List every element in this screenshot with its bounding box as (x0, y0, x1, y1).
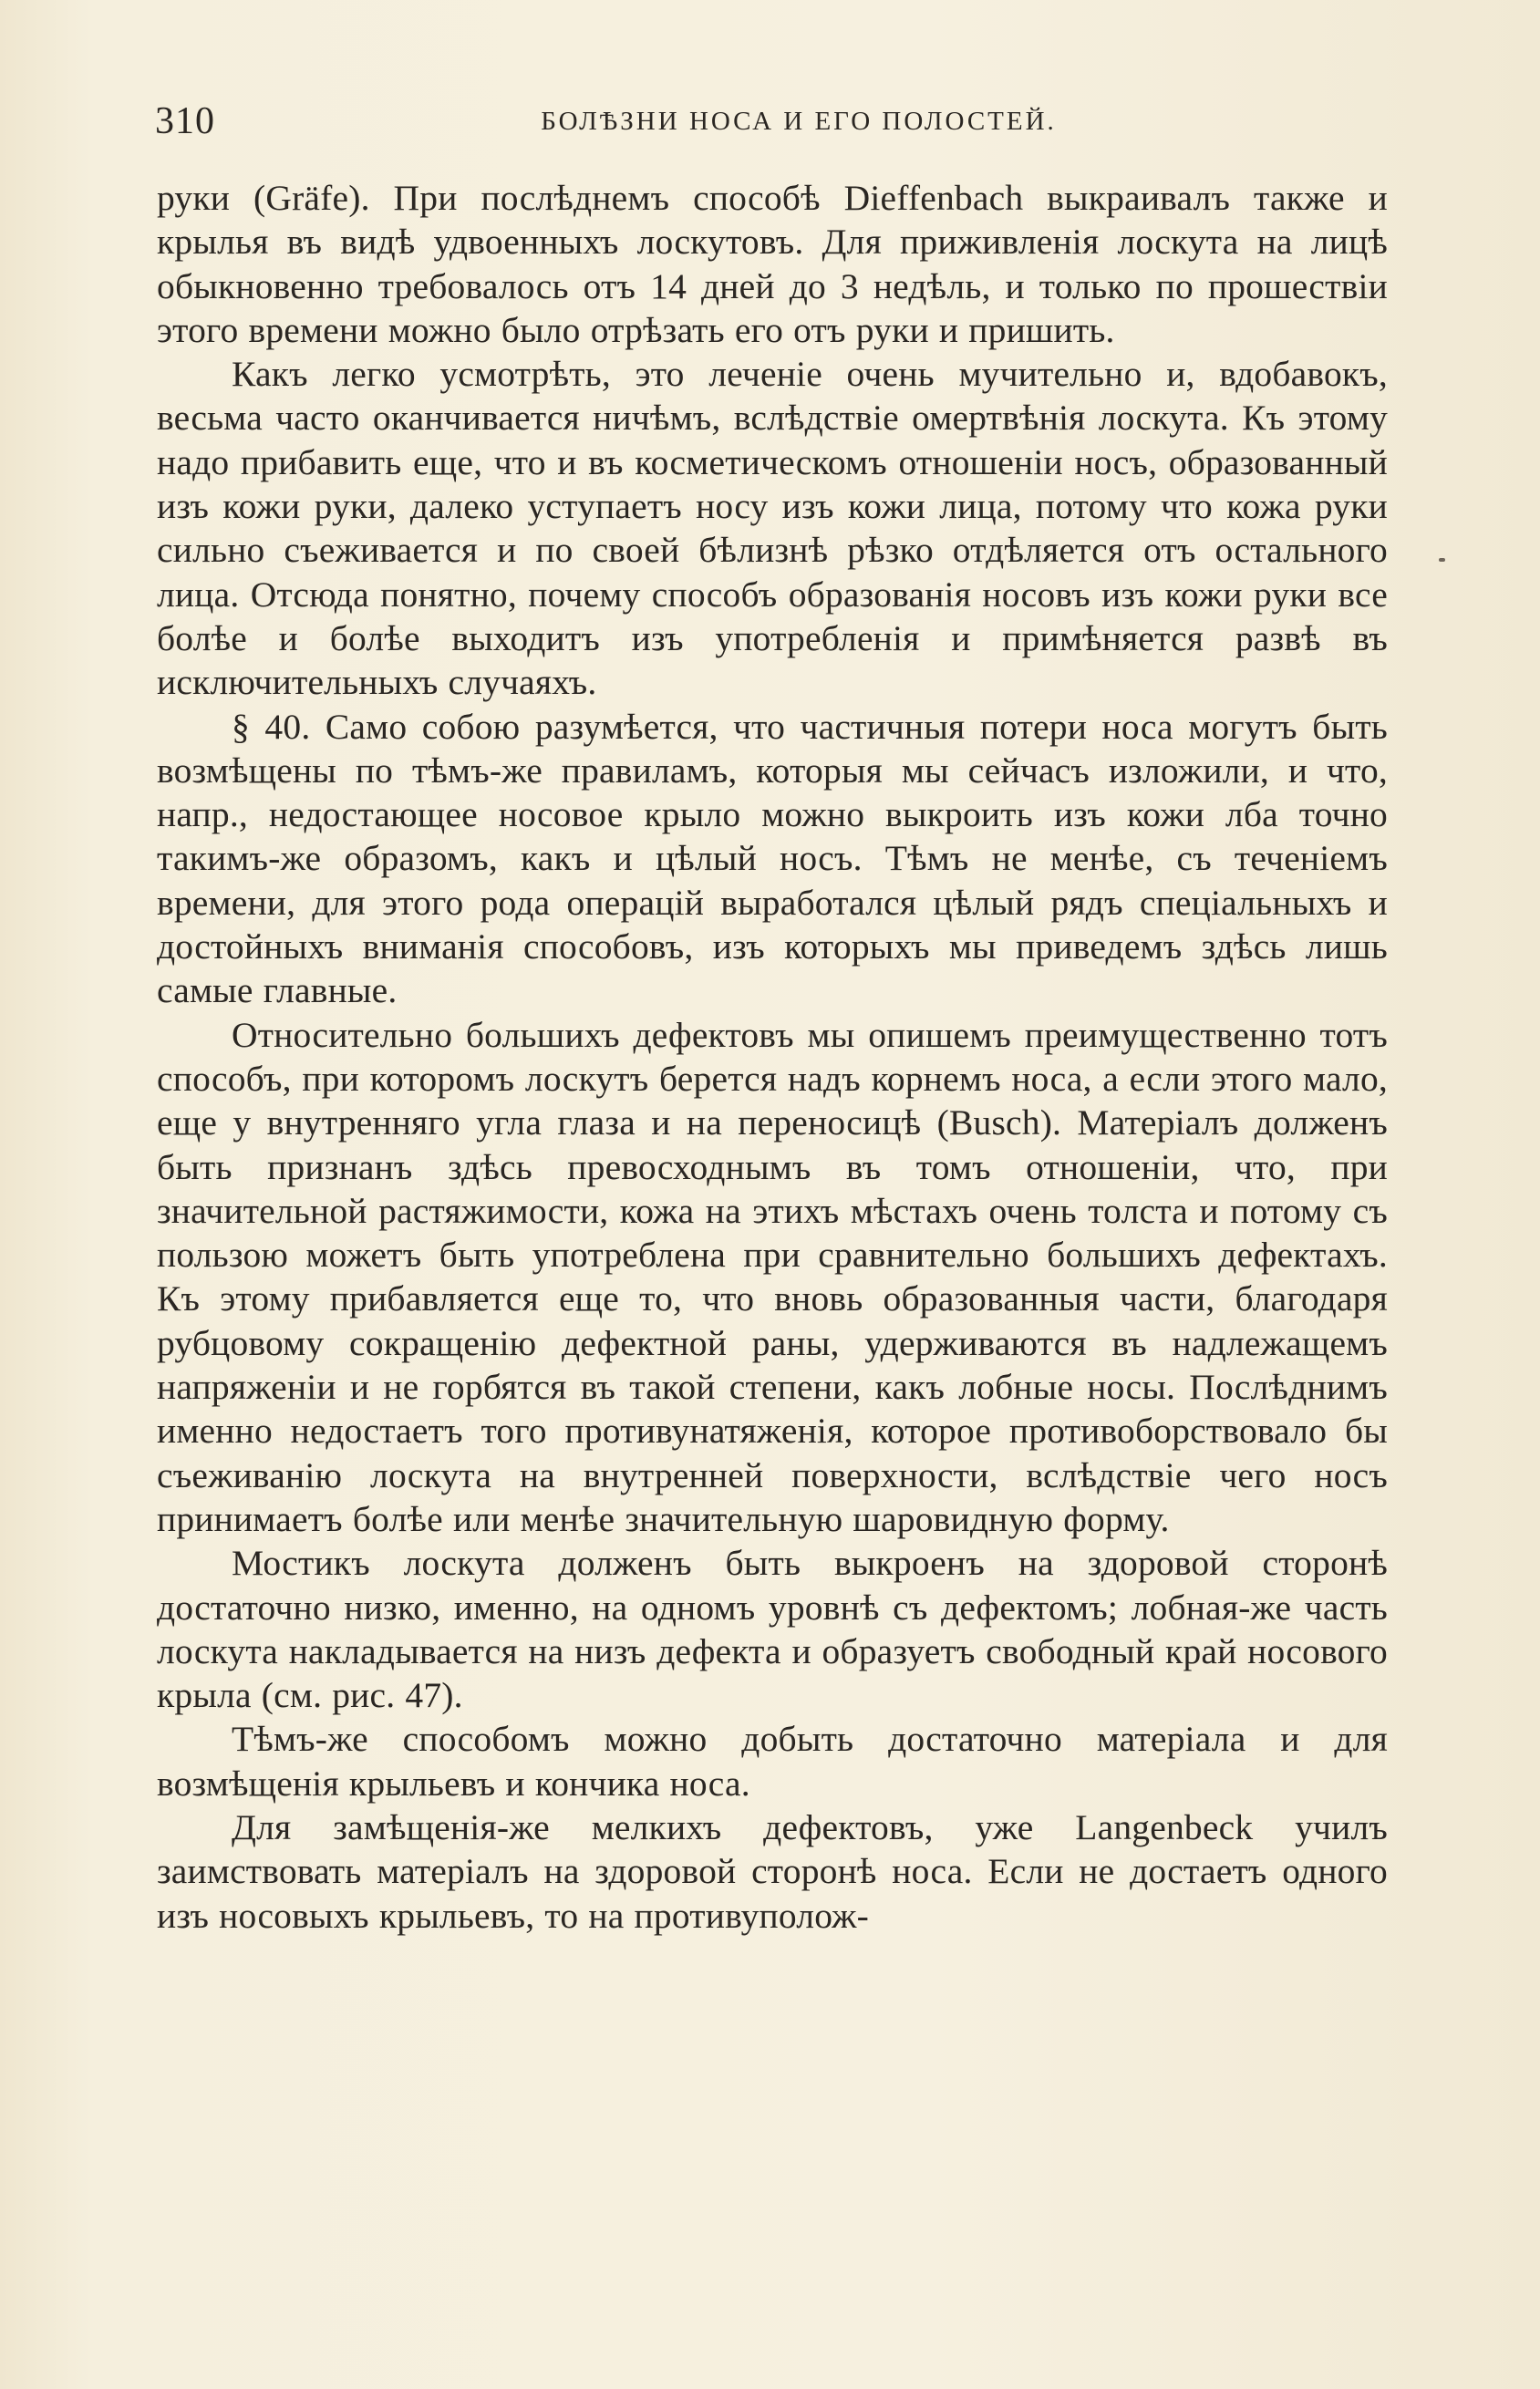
margin-mark (1439, 558, 1445, 562)
paragraph-continuation: руки (Gräfe). При послѣднемъ способѣ Dieffenbach выкраивалъ также и крылья въ видѣ удвоенныхъ лоскутовъ. Для приживленія лоскута на лицѣ обыкновенно требовалось отъ 14 дней до 3 недѣль, и только по прошествіи этого времени можно было отрѣзать его отъ руки и пришить. (157, 178, 1388, 350)
paragraph-treatment-drawbacks: Какъ легко усмотрѣть, это леченіе очень мучительно и, вдобавокъ, весьма часто оканчивается ничѣмъ, вслѣдствіе омертвѣнія лоскута. Къ этому надо прибавить еще, что и въ косметическомъ отношеніи носъ, образованный изъ кожи руки, далеко уступаетъ носу изъ кожи лица, потому что кожа руки сильно съеживается и по своей бѣлизнѣ рѣзко отдѣляется отъ остального лица. Отсюда понятно, почему способъ образованія носовъ изъ кожи руки все болѣе и болѣе выходитъ изъ употребленія и примѣняется развѣ въ исключительныхъ случаяхъ. (157, 354, 1388, 703)
page-header (155, 98, 1388, 144)
paragraph-small-defects: Для замѣщенія-же мелкихъ дефектовъ, уже Langenbeck училъ заимствовать матеріалъ на здоровой сторонѣ носа. Если не достаетъ одного изъ носовыхъ крыльевъ, то на противуполож- (157, 1806, 1388, 1936)
paragraph-large-defects: Относительно большихъ дефектовъ мы опишемъ преимущественно тотъ способъ, при которомъ лоскутъ берется надъ корнемъ носа, а если этого мало, еще у внутренняго угла глаза и на переносицѣ (Busch). Матеріалъ долженъ быть признанъ здѣсь превосходнымъ въ томъ отношеніи, что, при значительной растяжимости, кожа на этихъ мѣстахъ очень толста и потому съ пользою можетъ быть употреблена при сравнительно большихъ дефектахъ. Къ этому прибавляется еще то, что вновь образованныя части, благодаря рубцовому сокращенію дефектной раны, удерживаются въ надлежащемъ напряженіи и не горбятся въ такой степени, какъ лобные носы. Послѣднимъ именно недостаетъ того противунатяженія, которое противоборствовало бы съеживанію лоскута на внутренней поверхности, вслѣдствіе чего носъ принимаетъ болѣе или менѣе значительную шаровидную форму. (157, 1014, 1388, 1539)
paragraph-flap-bridge: Мостикъ лоскута долженъ быть выкроенъ на здоровой сторонѣ достаточно низко, именно, на одномъ уровнѣ съ дефектомъ; лобная-же часть лоскута накладывается на низъ дефекта и образуетъ свободный край носового крыла (см. рис. 47). (157, 1543, 1388, 1716)
page-number: 310 (155, 100, 215, 142)
running-title: БОЛѢЗНИ НОСА И ЕГО ПОЛОСТЕЙ. (541, 107, 1057, 136)
paragraph-section-40: § 40. Само собою разумѣется, что частичныя потери носа могутъ быть возмѣщены по тѣмъ-же правиламъ, которыя мы сейчасъ изложили, и что, напр., недостающее носовое крыло можно выкроить изъ кожи лба точно такимъ-же образомъ, какъ и цѣлый носъ. Тѣмъ не менѣе, съ теченіемъ времени, для этого рода операцій выработался цѣлый рядъ спеціальныхъ и достойныхъ вниманія способовъ, изъ которыхъ мы приведемъ здѣсь лишь самые главные. (157, 706, 1388, 1011)
paragraph-wings-tip: Тѣмъ-же способомъ можно добыть достаточно матеріала и для возмѣщенія крыльевъ и кончика носа. (157, 1719, 1388, 1804)
body-text (157, 176, 1388, 1938)
